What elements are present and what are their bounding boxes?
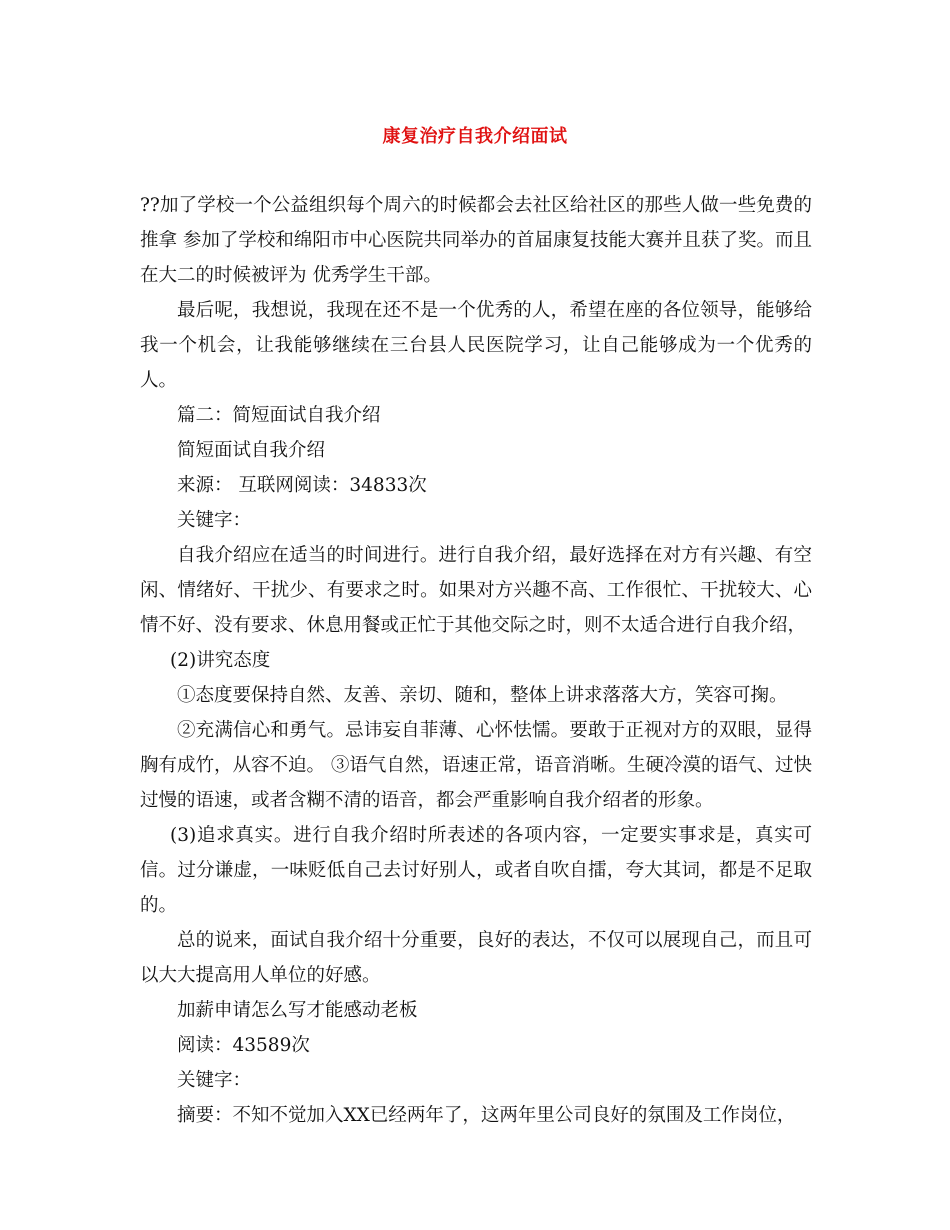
article2-title: 加薪申请怎么写才能感动老板 [177, 1000, 418, 1021]
document-body [140, 188, 812, 1133]
section-heading-part2: 篇二：简短面试自我介绍 [177, 405, 381, 426]
article2-keywords: 关键字： [177, 1070, 252, 1091]
paragraph-attitude-2: ②充满信心和勇气。忌讳妄自菲薄、心怀怯懦。要敢于正视对方的双眼，显得胸有成竹，从容不迫。 ③语气自然，语速正常，语音消晰。生硬冷漠的语气、过快过慢的语速，或者含糊不清的语音，都会严重影响自我介绍者的形象。 [140, 720, 812, 811]
article-title: 简短面试自我介绍 [177, 440, 326, 461]
article2-abstract: 摘要：不知不觉加入XX已经两年了，这两年里公司良好的氛围及工作岗位， [177, 1105, 796, 1126]
paragraph-summary: 总的说来，面试自我介绍十分重要，良好的表达，不仅可以展现自己，而且可以大大提高用人单位的好感。 [140, 930, 812, 986]
paragraph-closing: 最后呢，我想说，我现在还不是一个优秀的人，希望在座的各位领导，能够给我一个机会，让我能够继续在三台县人民医院学习，让自己能够成为一个优秀的人。 [140, 300, 812, 391]
paragraph-attitude-heading: (2)讲究态度 [170, 650, 271, 671]
paragraph-attitude-1: ①态度要保持自然、友善、亲切、随和，整体上讲求落落大方，笑容可掬。 [177, 685, 788, 706]
article-keywords: 关键字： [177, 510, 252, 531]
article-source: 来源： 互联网阅读：34833次 [177, 475, 427, 496]
article2-reads: 阅读：43589次 [177, 1035, 310, 1056]
paragraph-truthful: (3)追求真实。进行自我介绍时所表述的各项内容，一定要实事求是，真实可信。过分谦虚，一味贬低自己去讨好别人，或者自吹自擂，夸大其词，都是不足取的。 [140, 825, 812, 916]
paragraph-volunteer: ??加了学校一个公益组织每个周六的时候都会去社区给社区的那些人做一些免费的推拿 参加了学校和绵阳市中心医院共同举办的首届康复技能大赛并且获了奖。而且在大二的时候被评为 优秀学生干部。 [140, 195, 812, 286]
paragraph-timing: 自我介绍应在适当的时间进行。进行自我介绍，最好选择在对方有兴趣、有空闲、情绪好、干扰少、有要求之时。如果对方兴趣不高、工作很忙、干扰较大、心情不好、没有要求、休息用餐或正忙于其他交际之时，则不太适合进行自我介绍， [140, 545, 812, 636]
document-title: 康复治疗自我介绍面试 [382, 126, 568, 147]
